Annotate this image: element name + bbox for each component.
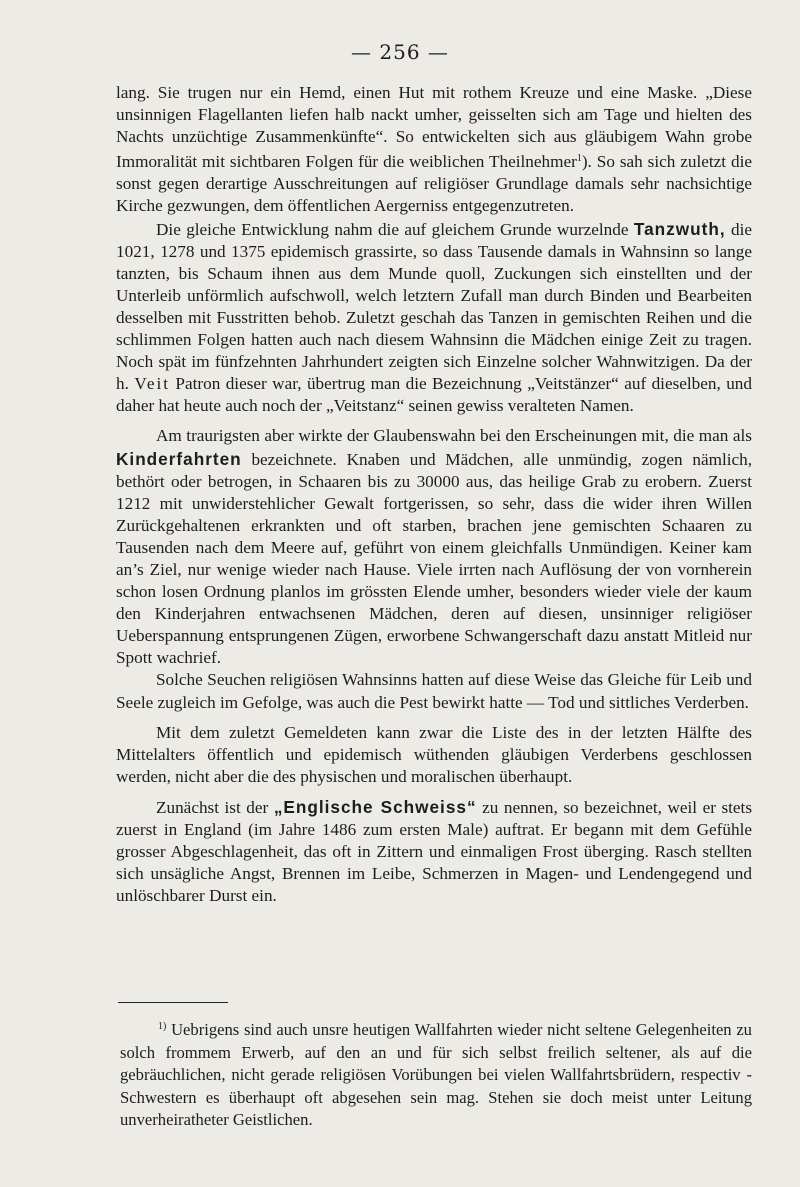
page-number: — 256 — [351,40,449,64]
footnote-1: $^{1)}$ Uebrigens sind auch unsre heutigen Wallfahrten wieder nicht seltene Gelegenheiten zu solch frommem Erwerb, auf den an und für sich selbst freilich seltener, als auf die gebräuchlichen, nicht gerade religiösen Vorübungen bei vielen Wallfahrtsbrüdern, respectiv -Schwestern es überhaupt oft abgesehen sein mag. Stehen sie doch meist unter Leitung unverheiratheter Geistlichen. [120,1020,752,1130]
main-text [116,82,752,907]
paragraph-tanzwuth: Die gleiche Entwicklung nahm die auf gleichem Grunde wurzelnde Tanzwuth, die 1021, 1278 und 1375 epidemisch grassirte, so dass Tausende damals in Wahnsinn so lange tanzten, bis Schaum ihnen aus dem Munde quoll, Zuckungen sich einstellten und der Unterleib unförmlich aufschwoll, welch letztern Zufall man durch Binden und Bearbeiten desselben mit Fusstritten behob. Zuletzt geschah das Tanzen in gemischten Reihen und die schlimmen Folgen hatten auch nach diesem Wahnsinn die Mädchen einige Zeit zu tragen. Noch spät im fünfzehnten Jahrhundert zeigten sich Einzelne solcher Wahnwitzigen. Da der h. Veit Patron dieser war, übertrug man die Bezeichnung „Veitstänzer“ auf dieselben, und daher hat heute auch noch der „Veitstanz“ seinen gewiss veralteten Namen. [116,218,752,416]
paragraph-flagellanten: lang. Sie trugen nur ein Hemd, einen Hut mit rothem Kreuze und eine Maske. „Diese unsinnigen Flagellanten liefen halb nackt umher, geisselten sich am Tage und hielten des Nachts unzüchtige Zusammenkünfte“. So entwickelten sich aus gläubigem Wahn grobe Immoralität mit sichtbaren Folgen für die weiblichen Theilnehmer$^1$). So sah sich zuletzt die sonst gegen derartige Ausschreitungen auf religiöser Grundlage damals sehr nachsichtige Kirche gezwungen, dem öffentlichen Aergerniss entgegenzutreten. [116,83,753,216]
paragraph-seuchen: Solche Seuchen religiösen Wahnsinns hatten auf diese Weise das Gleiche für Leib und Seele zugleich im Gefolge, was auch die Pest bewirkt hatte — Tod und sittliches Verderben. [116,670,752,712]
footnote-divider [118,1002,228,1003]
term-kinderfahrten: Kinderfahrten [116,448,242,469]
paragraph-mittelalter: Mit dem zuletzt Gemeldeten kann zwar die Liste des in der letzten Hälfte des Mittelalters öffentlich und epidemisch wüthenden gläubigen Verderbens geschlossen werden, nicht aber die des physischen und moralischen überhaupt. [116,722,752,786]
footnote-marker: 1) [158,1021,167,1032]
footnote-reference: 1 [576,153,582,165]
name-veit: Veit [134,374,170,394]
term-tanzwuth: Tanzwuth, [633,218,726,239]
paragraph-kinderfahrten: Am traurigsten aber wirkte der Glaubenswahn bei den Erscheinungen mit, die man als Kinderfahrten bezeichnete. Knaben und Mädchen, alle unmündig, zogen nämlich, bethört oder betrogen, in Schaaren bis zu 30000 aus, das heilige Grab zu erobern. Zuerst 1212 mit unwiderstehlicher Gewalt fortgerissen, so sehr, dass die wider ihren Willen Zurückgehaltenen erkrankten und oft starben, brachen jene gemischten Schaaren zu Tausenden nach dem Meere auf, geführt von einem gleichfalls Unmündigen. Keiner kam an’s Ziel, nur wenige wieder nach Hause. Viele irrten nach Auflösung der von vornherein schon losen Ordnung planlos im grössten Elende umher, besonders wieder viele der kaum den Kinderjahren entwachsenen Mädchen, deren auf diesen, unsinniger religiöser Ueberspannung entsprungenen Zügen, erworbene Schwangerschaft dazu anstatt Mitleid nur Spott wachrief. [116,426,753,668]
paragraph-englische-schweiss: Zunächst ist der „Englische Schweiss“ zu nennen, so bezeichnet, weil er stets zuerst in England (im Jahre 1486 zum ersten Male) auftrat. Er begann mit dem Gefühle grosser Abgeschlagenheit, das oft in Zittern und einmaligen Frost überging. Rasch stellten sich unsägliche Angst, Brennen im Leibe, Schmerzen in Magen- und Lendengegend und unlöschbarer Durst ein. [116,796,753,906]
footnotes [120,1016,752,1132]
term-englische-schweiss: „Englische Schweiss“ [273,796,477,817]
